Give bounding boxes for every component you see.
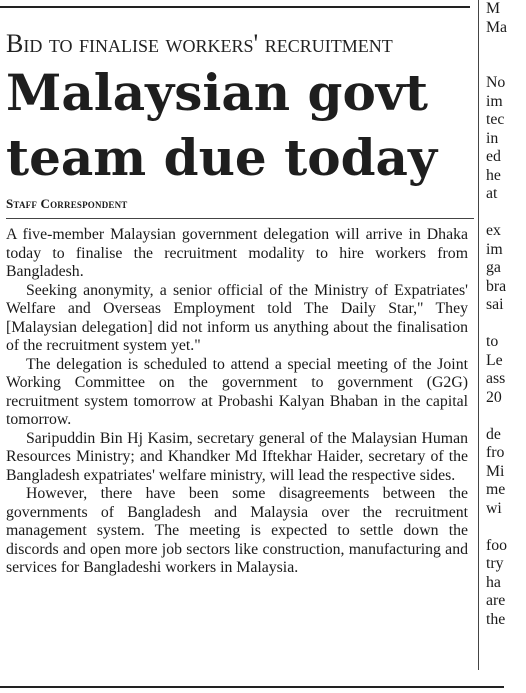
adjacent-column-line: Le	[486, 351, 503, 369]
adjacent-column-line: No	[486, 74, 506, 91]
column-divider	[478, 0, 479, 670]
article-kicker: Bid to finalise workers' recruitment	[6, 29, 393, 58]
adjacent-column-line: Mi	[486, 462, 505, 480]
adjacent-column-line: 20	[486, 388, 502, 406]
adjacent-column-line	[486, 407, 526, 426]
adjacent-column-line	[486, 518, 526, 537]
adjacent-column-line: ha	[486, 573, 501, 591]
top-rule	[0, 6, 470, 8]
adjacent-column-line: M	[486, 0, 501, 17]
article-body	[6, 226, 468, 578]
adjacent-column-line: ga	[486, 259, 501, 276]
article-paragraph: Saripuddin Bin Hj Kasim, secretary general of the Malaysian Human Resources Ministry; and Khandker Md Iftekhar Haider, secretary of the Bangladesh expatriates' welfare ministry, will lead the respective sides.	[6, 429, 468, 484]
article-paragraph: Seeking anonymity, a senior official of the Ministry of Expatriates' Welfare and Overseas Employment told The Daily Star," They [Malaysian delegation] did not inform us anything about the finalisation of the recruitment system yet."	[6, 281, 468, 354]
adjacent-column-line: ex	[486, 222, 501, 239]
adjacent-column-line: wi	[486, 499, 502, 517]
adjacent-column-line: try	[486, 555, 504, 572]
adjacent-column-line: he	[486, 166, 501, 184]
adjacent-column-line	[486, 56, 526, 75]
article-paragraph: The delegation is scheduled to attend a special meeting of the Joint Working Committee on the government to government (G2G) recruitment system tomorrow at Probashi Kalyan Bhaban in the capital tomorrow.	[6, 355, 468, 428]
adjacent-column-line: tec	[486, 111, 505, 128]
adjacent-column-line: me	[486, 481, 506, 498]
adjacent-column-line: de	[486, 425, 501, 443]
adjacent-column-line: are	[486, 592, 506, 609]
article-paragraph: A five-member Malaysian government delegation will arrive in Dhaka today to finalise the recruitment modality to hire workers from Bangladesh.	[6, 226, 468, 280]
adjacent-column-line: ass	[486, 370, 506, 387]
adjacent-column-line	[486, 37, 526, 56]
headline-line-2: team due today	[6, 128, 438, 187]
adjacent-column-line: foo	[486, 536, 508, 554]
headline-line-1: Malaysian govt	[6, 63, 428, 122]
adjacent-column-line: to	[486, 333, 499, 350]
adjacent-column-line: the	[486, 610, 506, 628]
adjacent-column	[486, 0, 526, 629]
adjacent-column-line: ed	[486, 148, 501, 165]
adjacent-column-line: bra	[486, 277, 507, 295]
article-headline	[6, 60, 468, 190]
adjacent-column-line: im	[486, 240, 503, 258]
adjacent-column-line: fro	[486, 444, 505, 461]
adjacent-column-line	[486, 204, 526, 223]
adjacent-column-line: in	[486, 129, 499, 147]
adjacent-column-line: Ma	[486, 18, 508, 36]
article	[6, 30, 468, 578]
adjacent-column-line: sai	[486, 296, 504, 313]
adjacent-column-line: im	[486, 92, 503, 110]
article-byline: Staff Correspondent	[6, 196, 474, 219]
article-paragraph: However, there have been some disagreements between the governments of Bangladesh and Malaysia over the recruitment management system. The meeting is expected to settle down the discords and open more job sectors like construction, manufacturing and services for Bangladeshi workers in Malaysia.	[6, 485, 468, 576]
adjacent-column-line	[486, 315, 526, 334]
bottom-rule	[0, 686, 504, 688]
adjacent-column-line: at	[486, 185, 498, 202]
